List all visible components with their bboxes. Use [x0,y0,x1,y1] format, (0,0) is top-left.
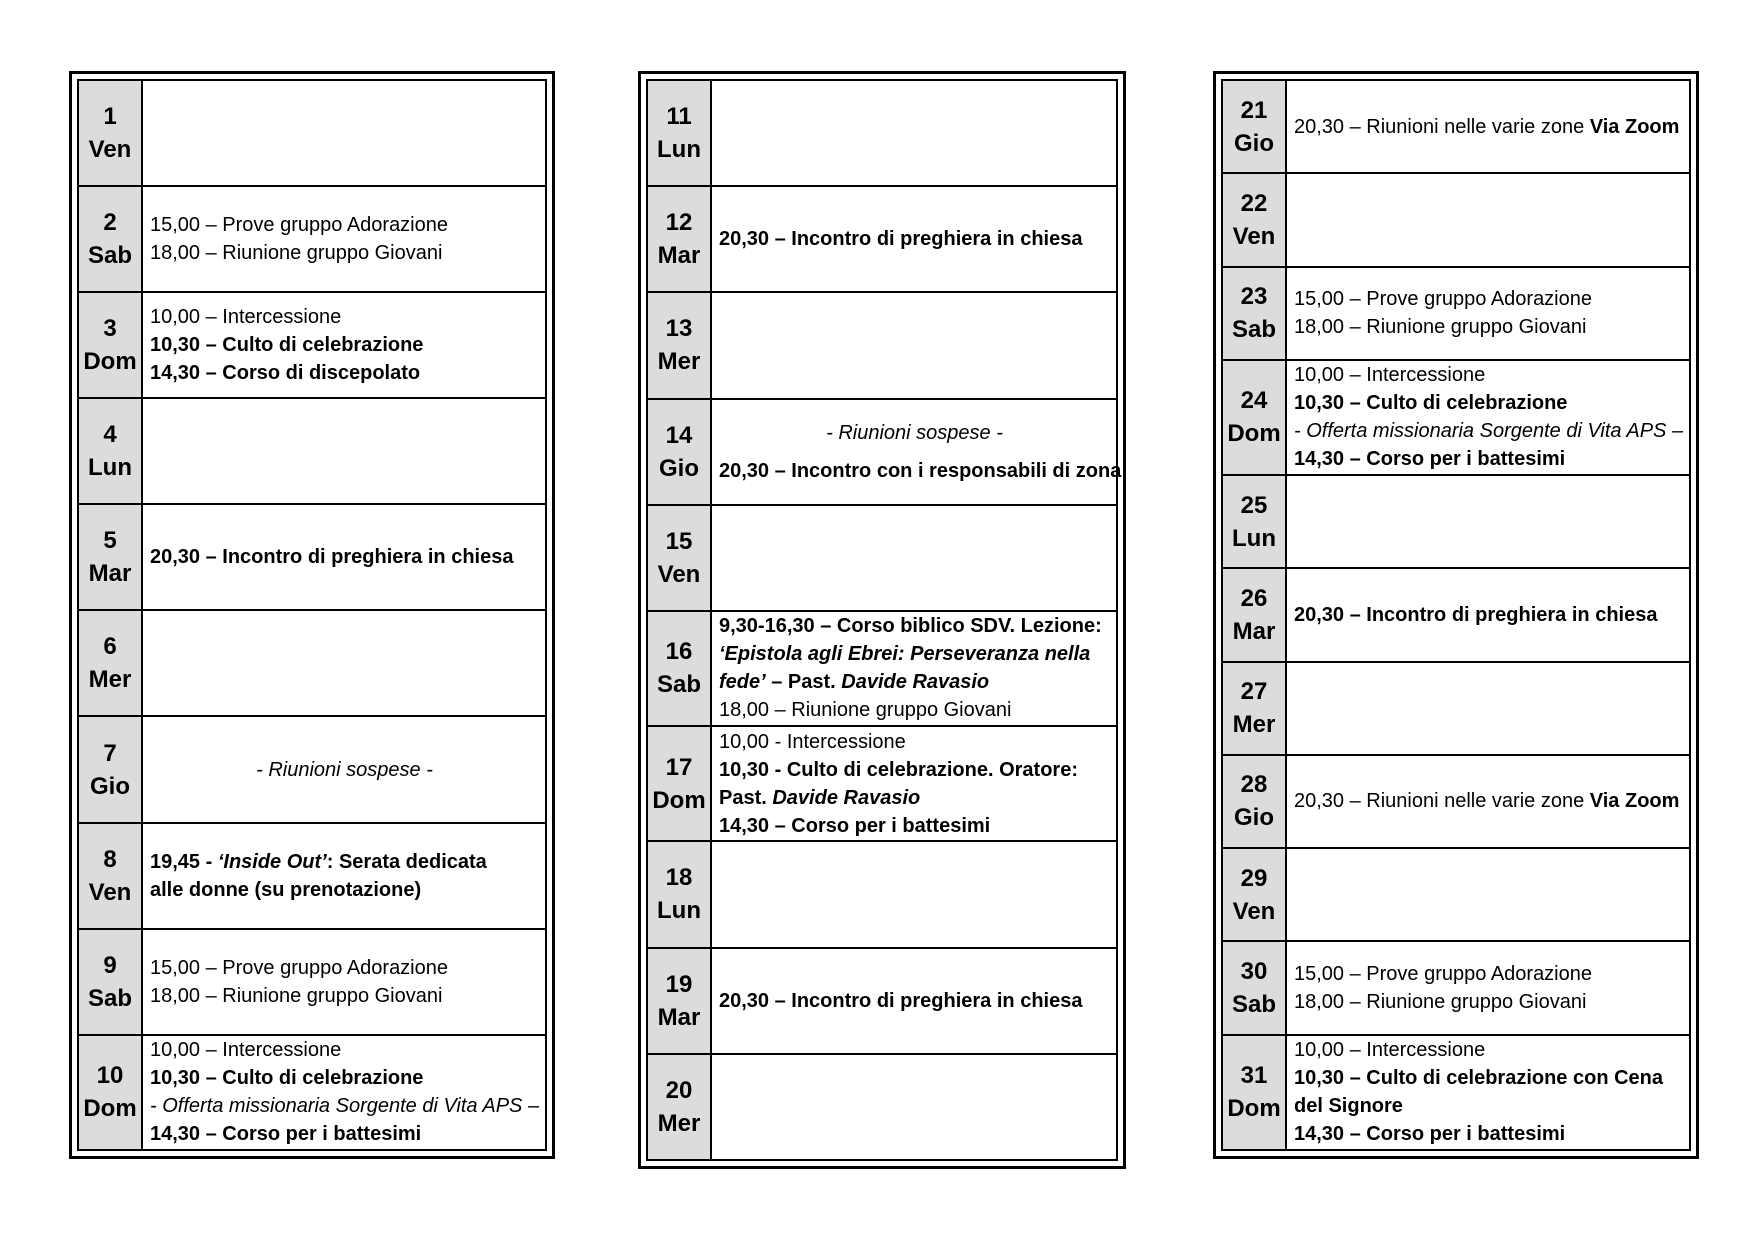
day-cell [1222,568,1286,661]
event-line: del Signore [1294,1095,1403,1118]
day-number: 18 [665,864,693,892]
table-row [1222,267,1690,360]
event-line: 14,30 – Corso per i battesimi [150,1123,422,1146]
event-line: 10,00 – Intercessione [150,1039,342,1062]
day-cell [78,398,142,504]
event-title: ‘Inside Out’ [217,850,327,873]
day-name: Mar [657,242,701,270]
event-text: : Serata dedicata [326,850,487,873]
table-row [647,1054,1117,1160]
day-name: Mer [657,348,701,376]
day-number: 1 [103,103,117,131]
day-number: 29 [1240,864,1268,892]
event-time: 19,45 - [150,850,218,873]
day-cell [647,1054,711,1160]
day-name: Sab [87,984,132,1012]
day-number: 27 [1240,678,1268,706]
events-cell [711,505,1117,611]
day-number: 24 [1240,387,1268,415]
event-line: 20,30 – Incontro di preghiera in chiesa [1294,603,1658,626]
event-line: 10,00 – Intercessione [150,306,342,329]
event-line [150,848,539,876]
event-line: 18,00 – Riunione gruppo Giovani [719,699,1012,722]
day-cell [647,505,711,611]
table-row [78,80,546,186]
day-cell [1222,848,1286,941]
day-cell [78,186,142,292]
events-cell [142,1035,546,1150]
event-line: 15,00 – Prove gruppo Adorazione [1294,962,1592,985]
table-row [1222,360,1690,475]
event-line: - Offerta missionaria Sorgente di Vita APS – [150,1095,540,1118]
events-cell [1286,848,1690,941]
events-cell [711,611,1117,726]
event-line: 10,00 - Intercessione [719,730,906,753]
table-row [1222,568,1690,661]
events-cell [711,80,1117,186]
speaker-name: Davide Ravasio [772,786,921,809]
events-cell [1286,173,1690,266]
day-number: 25 [1240,491,1268,519]
day-name: Gio [1234,804,1274,832]
day-number: 22 [1240,189,1268,217]
day-name: Ven [1232,897,1276,925]
day-cell [647,948,711,1054]
table-row [78,716,546,822]
day-cell [1222,475,1286,568]
day-number: 20 [665,1076,693,1104]
events-cell [142,610,546,716]
events-cell [142,929,546,1035]
day-name: Dom [1227,420,1281,448]
day-name: Ven [88,878,132,906]
events-cell [142,716,546,822]
day-cell [1222,80,1286,173]
day-number: 9 [103,951,117,979]
table-row [78,504,546,610]
day-number: 13 [665,315,693,343]
day-cell [1222,1035,1286,1150]
day-name: Mer [1232,711,1276,739]
events-cell [1286,755,1690,848]
day-number: 8 [103,845,117,873]
events-cell [711,1054,1117,1160]
day-number: 10 [96,1062,124,1090]
event-line: 10,00 – Intercessione [1294,364,1486,387]
day-number: 7 [103,739,117,767]
day-cell [647,80,711,186]
event-text: – Past. [765,671,842,694]
day-number: 15 [665,527,693,555]
calendar-column-2 [638,71,1126,1169]
table-row [1222,755,1690,848]
table-row [1222,941,1690,1034]
day-name: Ven [657,560,701,588]
day-name: Dom [83,348,137,376]
day-cell [647,611,711,726]
table-row [1222,662,1690,755]
day-cell [78,292,142,398]
day-name: Sab [87,242,132,270]
day-cell [78,610,142,716]
day-name: Gio [659,454,699,482]
events-cell [142,186,546,292]
event-line: 20,30 – Incontro di preghiera in chiesa [150,546,514,569]
table-row [647,841,1117,947]
event-line: 20,30 – Incontro di preghiera in chiesa [719,989,1083,1012]
suspended-note: - Riunioni sospese - [256,758,433,781]
day-name: Mer [657,1109,701,1137]
table-row [1222,1035,1690,1150]
day-cell [647,726,711,841]
event-line: 14,30 – Corso per i battesimi [1294,1123,1566,1146]
event-line: 10,00 – Intercessione [1294,1039,1486,1062]
day-cell [78,929,142,1035]
day-number: 23 [1240,283,1268,311]
event-line: 14,30 – Corso per i battesimi [719,814,991,837]
event-line: 10,30 – Culto di celebrazione [1294,392,1568,415]
events-cell [711,841,1117,947]
event-text: 20,30 – Riunioni nelle varie zone [1294,115,1590,138]
event-line [1294,787,1683,815]
event-line: 15,00 – Prove gruppo Adorazione [1294,288,1592,311]
day-name: Lun [657,136,701,164]
suspended-note: - Riunioni sospese - [826,421,1003,444]
day-name: Ven [88,136,132,164]
table-row [1222,80,1690,173]
day-name: Sab [1231,990,1276,1018]
day-number: 11 [666,103,692,131]
table-row [1222,848,1690,941]
day-cell [1222,755,1286,848]
table-row [647,726,1117,841]
events-cell [142,80,546,186]
events-cell [711,292,1117,398]
event-line: 18,00 – Riunione gruppo Giovani [1294,990,1587,1013]
event-line: 10,30 – Culto di celebrazione [150,1067,424,1090]
event-line: - Offerta missionaria Sorgente di Vita APS – [1294,420,1684,443]
day-cell [647,186,711,292]
event-line: ‘Epistola agli Ebrei: Perseveranza nella [719,643,1091,666]
event-line [719,784,1110,812]
table-row [1222,475,1690,568]
day-number: 3 [103,315,117,343]
calendar-column-1 [69,71,555,1159]
table-row [78,186,546,292]
day-number: 21 [1240,96,1268,124]
events-cell [1286,941,1690,1034]
day-name: Mar [1232,617,1276,645]
day-name: Lun [88,454,132,482]
day-name: Ven [1232,222,1276,250]
events-cell [1286,80,1690,173]
table-row [647,80,1117,186]
day-number: 14 [665,421,693,449]
day-number: 19 [665,970,693,998]
day-cell [78,80,142,186]
day-cell [78,1035,142,1150]
day-number: 4 [103,421,117,449]
event-line: 14,30 – Corso di discepolato [150,362,421,385]
events-cell [142,504,546,610]
events-cell [1286,360,1690,475]
table-row [647,186,1117,292]
events-cell [142,823,546,929]
day-cell [647,399,711,505]
table-row [78,823,546,929]
event-text: 20,30 – Riunioni nelle varie zone [1294,790,1590,813]
day-cell [78,716,142,822]
events-cell [711,399,1122,505]
table-row [1222,173,1690,266]
day-name: Dom [652,786,706,814]
calendar-table [77,79,547,1151]
day-cell [1222,267,1286,360]
zoom-label: Via Zoom [1589,115,1680,138]
day-number: 30 [1240,957,1268,985]
calendar-table [1221,79,1691,1151]
events-cell [142,292,546,398]
speaker-name: Davide Ravasio [841,671,990,694]
event-line: 20,30 – Incontro di preghiera in chiesa [719,228,1083,251]
events-cell [1286,568,1690,661]
event-line [1294,113,1683,141]
day-number: 2 [103,209,117,237]
event-title: fede’ [719,671,766,694]
day-cell [1222,360,1286,475]
table-row [647,611,1117,726]
event-line: 18,00 – Riunione gruppo Giovani [150,242,443,265]
event-line: 9,30-16,30 – Corso biblico SDV. Lezione: [719,615,1102,638]
day-name: Mar [657,1003,701,1031]
event-text: Past. [719,786,773,809]
event-line: 18,00 – Riunione gruppo Giovani [150,984,443,1007]
events-cell [142,398,546,504]
table-row [78,929,546,1035]
day-number: 12 [665,209,693,237]
day-number: 28 [1240,771,1268,799]
table-row [647,292,1117,398]
table-row [78,610,546,716]
calendar-table [646,79,1122,1161]
event-line: 10,30 – Culto di celebrazione con Cena [1294,1067,1664,1090]
event-line [719,668,1110,696]
table-row [647,948,1117,1054]
day-name: Lun [1232,524,1276,552]
day-cell [78,823,142,929]
events-cell [1286,1035,1690,1150]
day-number: 6 [103,633,117,661]
day-cell [78,504,142,610]
day-cell [647,841,711,947]
day-name: Sab [656,671,701,699]
day-name: Sab [1231,316,1276,344]
event-line: 15,00 – Prove gruppo Adorazione [150,214,448,237]
day-cell [1222,662,1286,755]
events-cell [1286,267,1690,360]
events-cell [1286,662,1690,755]
day-number: 26 [1240,584,1268,612]
day-cell [647,292,711,398]
day-name: Dom [83,1095,137,1123]
table-row [78,292,546,398]
table-row [78,398,546,504]
event-line: 10,30 - Culto di celebrazione. Oratore: [719,758,1078,781]
event-line: alle donne (su prenotazione) [150,878,422,901]
zoom-label: Via Zoom [1589,790,1680,813]
events-cell [711,186,1117,292]
day-number: 5 [103,527,117,555]
event-line: 20,30 – Incontro con i responsabili di zona [719,459,1122,482]
day-name: Gio [90,772,130,800]
table-row [647,505,1117,611]
event-line: 18,00 – Riunione gruppo Giovani [1294,316,1587,339]
day-number: 17 [665,753,693,781]
events-cell [711,948,1117,1054]
day-name: Mer [88,666,132,694]
day-name: Dom [1227,1095,1281,1123]
table-row [78,1035,546,1150]
day-name: Gio [1234,129,1274,157]
day-number: 16 [665,638,693,666]
events-cell [1286,475,1690,568]
event-line: 14,30 – Corso per i battesimi [1294,448,1566,471]
table-row [647,399,1117,505]
events-cell [711,726,1117,841]
event-line: 15,00 – Prove gruppo Adorazione [150,956,448,979]
day-name: Lun [657,897,701,925]
day-number: 31 [1240,1062,1268,1090]
event-line: 10,30 – Culto di celebrazione [150,334,424,357]
day-cell [1222,941,1286,1034]
day-cell [1222,173,1286,266]
day-name: Mar [88,560,132,588]
calendar-column-3 [1213,71,1699,1159]
